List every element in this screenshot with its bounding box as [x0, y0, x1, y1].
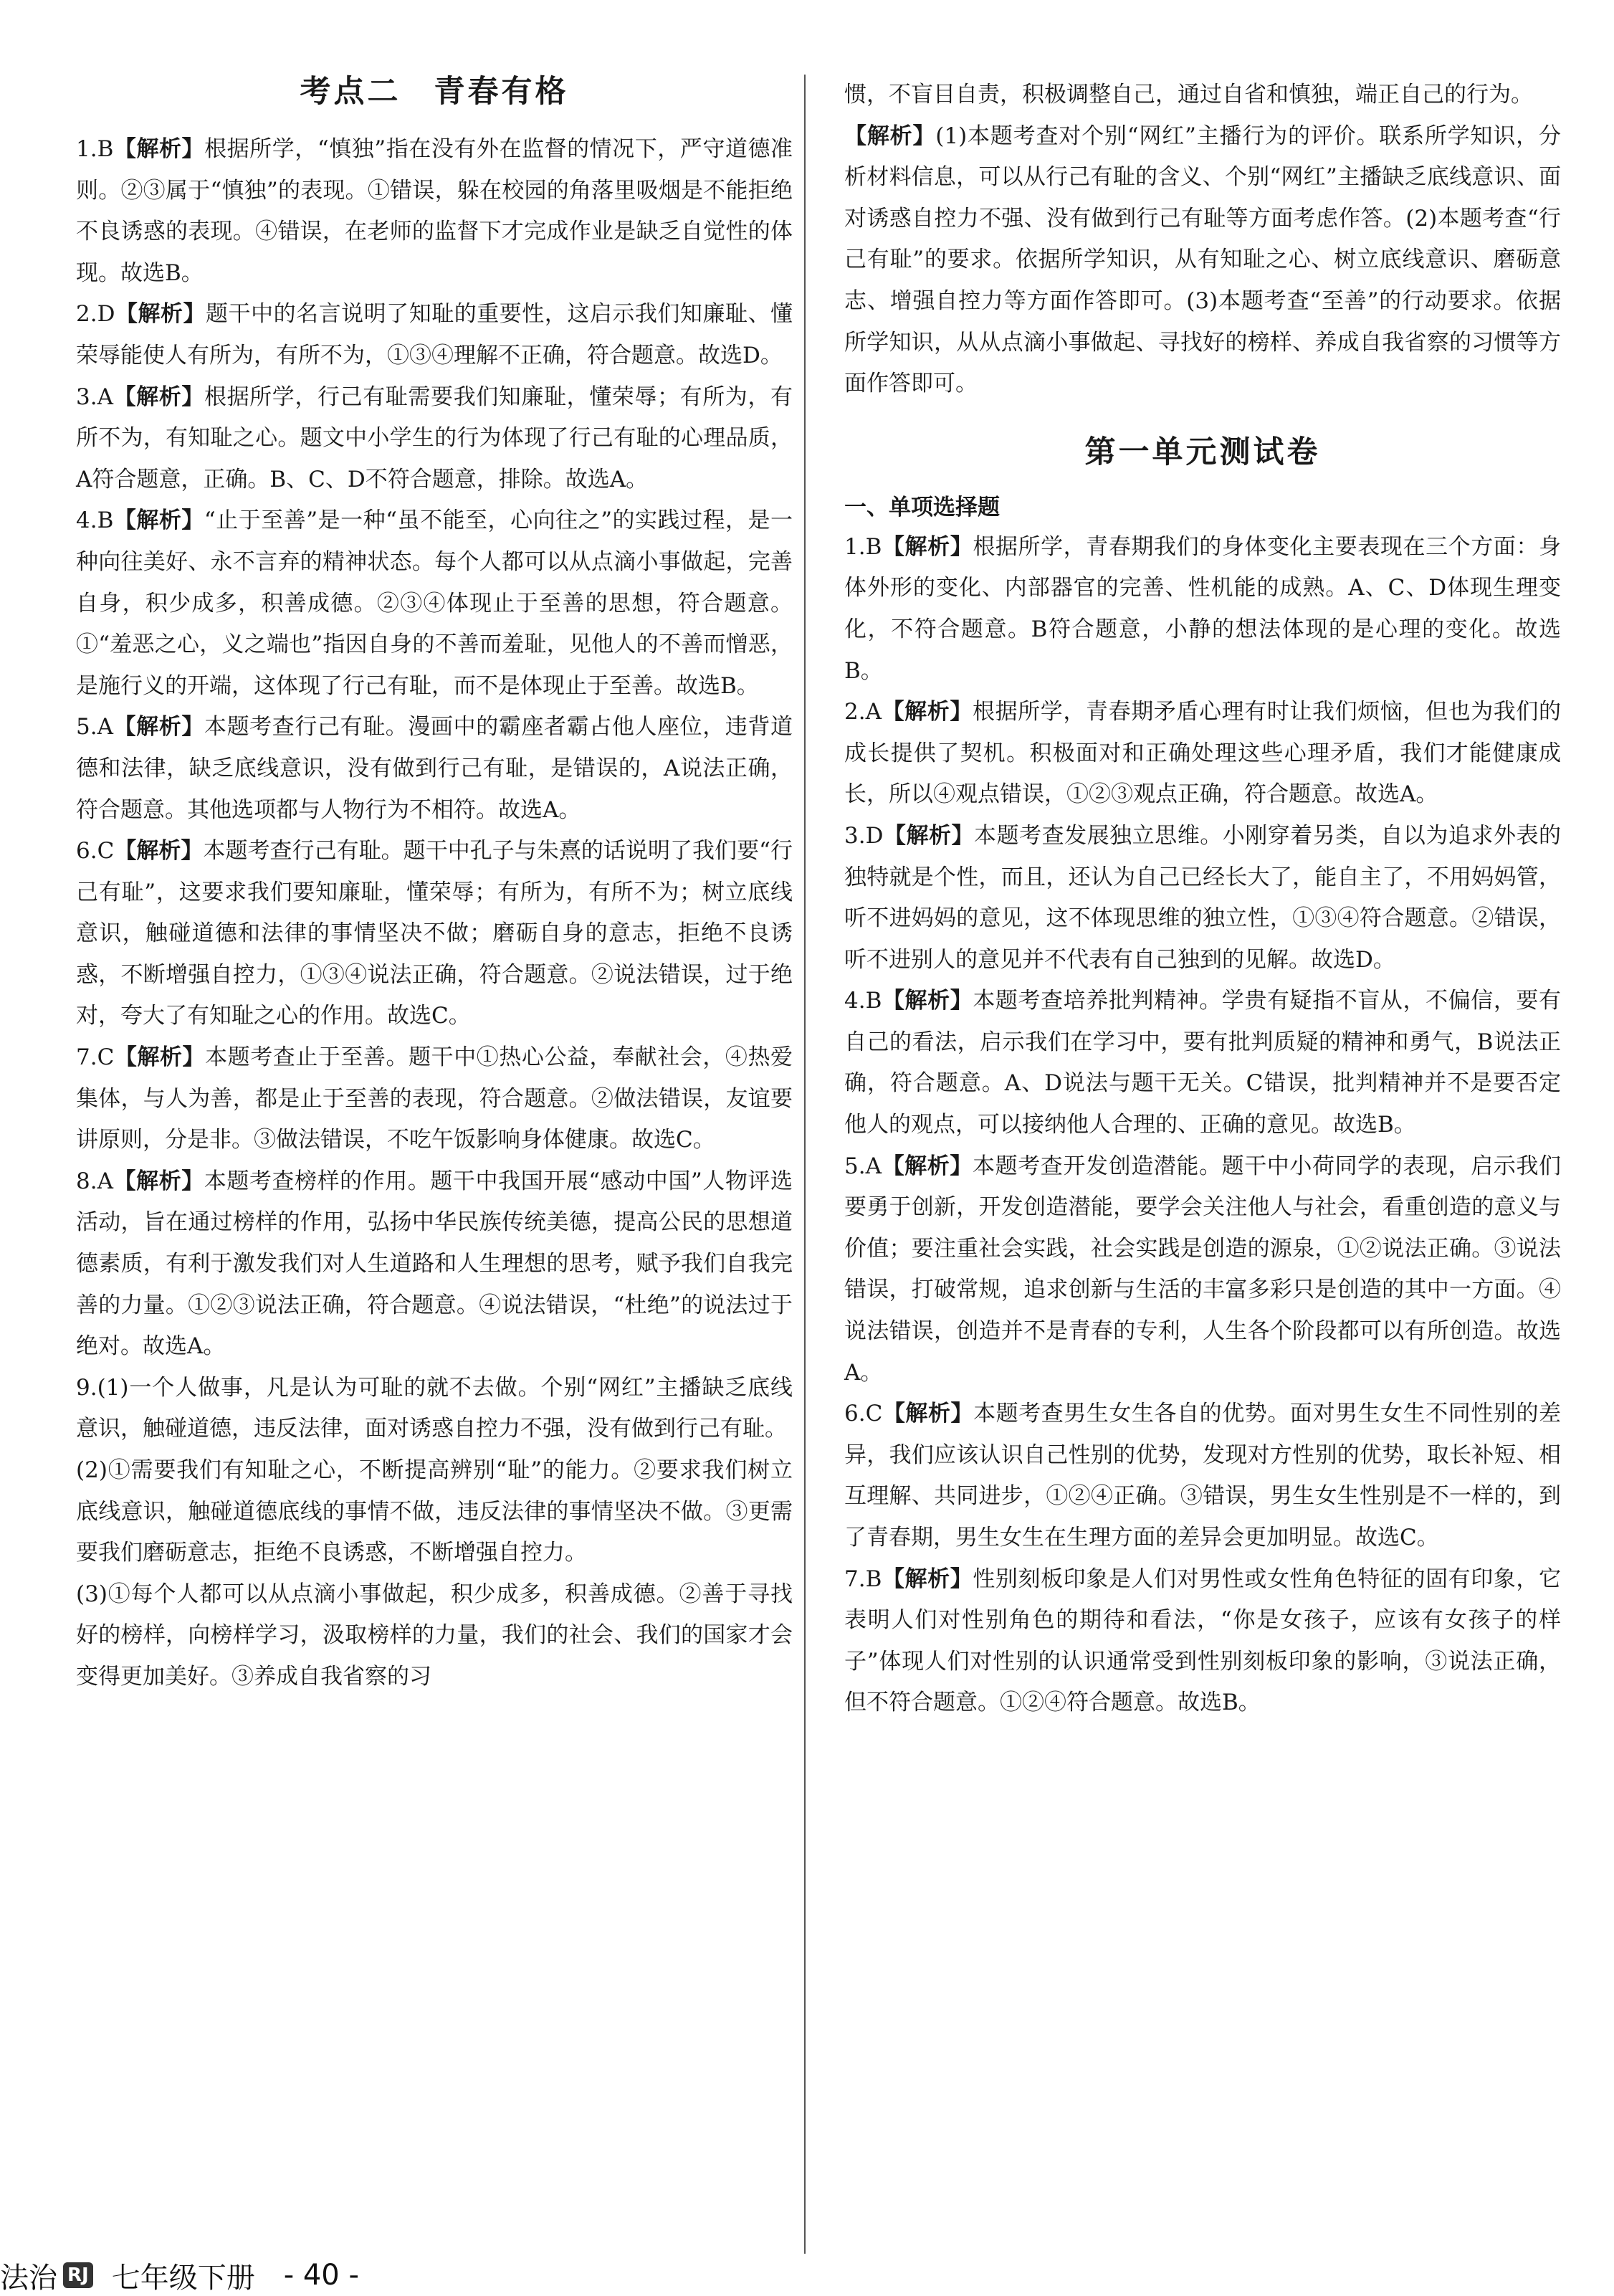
page-footer	[0, 2255, 545, 2295]
answer-item	[76, 831, 793, 1037]
section-title-kaodian	[76, 69, 793, 115]
answer-item	[844, 1559, 1561, 1724]
answer-number: 1.B	[76, 136, 114, 162]
title-part-b: 青春有格	[434, 74, 569, 110]
unit-test-title: 第一单元测试卷	[1084, 434, 1321, 470]
answer-number: 2.A	[844, 699, 882, 725]
answer-number: 6.C	[844, 1401, 883, 1427]
answer-text: 根据所学，青春期矛盾心理有时让我们烦恼，但也为我们的成长提供了契机。积极面对和正确处理这些心理矛盾，我们才能健康成长，所以④观点错误，①②③观点正确，符合题意。故选A。	[844, 699, 1562, 808]
answer-text: 本题考查行己有耻。漫画中的霸座者霸占他人座位，违背道德和法律，缺乏底线意识，没有做到行己有耻，是错误的，A说法正确，符合题意。其他选项都与人物行为不相符。故选A。	[76, 714, 793, 823]
title-part-a: 考点二	[300, 74, 401, 110]
answer-item	[844, 527, 1561, 692]
right-answer-list	[844, 527, 1561, 1724]
answer-item	[844, 1394, 1561, 1558]
answer-number: 7.B	[844, 1566, 882, 1592]
answer-text: 本题考查止于至善。题干中①热心公益，奉献社会，④热爱集体，与人为善，都是止于至善的表现，符合题意。②做法错误，友谊要讲原则，分是非。③做法错误，不吃午饭影响身体健康。故选C。	[76, 1044, 793, 1153]
answer-item	[76, 500, 793, 707]
answer-text: 本题考查行己有耻。题干中孔子与朱熹的话说明了我们要“行己有耻”，这要求我们要知廉耻，懂荣辱；有所为，有所不为；树立底线意识，触碰道德和法律的事情坚决不做；磨砺自身的意志，拒绝不良诱惑，不断增强自控力，①③④说法正确，符合题意。②说法错误，过于绝对，夸大了有知耻之心的作用。故选C。	[76, 838, 793, 1029]
left-answer-list	[76, 129, 793, 1450]
answer-item	[76, 377, 793, 501]
answer-text: 题干中的名言说明了知耻的重要性，这启示我们知廉耻、懂荣辱能使人有所为，有所不为，①③④理解不正确，符合题意。故选D。	[76, 301, 793, 368]
analysis-keyword: 【解析】	[881, 699, 973, 725]
answer-number: 7.C	[76, 1044, 115, 1071]
edition-badge: RJ	[63, 2262, 93, 2288]
answer-item	[844, 692, 1561, 816]
answer-text: 本题考查培养批判精神。学贵有疑指不盲从，不偏信，要有自己的看法，启示我们在学习中，要有批判质疑的精神和勇气，B说法正确，符合题意。A、D说法与题干无关。C错误，批判精神并不是要否定他人的观点，可以接纳他人合理的、正确的意见。故选B。	[844, 988, 1562, 1138]
answer-text: 根据所学，行己有耻需要我们知廉耻，懂荣辱；有所为，有所不为，有知耻之心。题文中小学生的行为体现了行己有耻的心理品质，A符合题意，正确。B、C、D不符合题意，排除。故选A。	[76, 384, 793, 492]
answer-item	[76, 707, 793, 831]
answer-item	[844, 981, 1561, 1145]
answer-item	[76, 1037, 793, 1161]
analysis-text: (1)本题考查对个别“网红”主播行为的评价。联系所学知识，分析材料信息，可以从行己有耻的含义、个别“网红”主播缺乏底线意识、面对诱惑自控力不强、没有做到行己有耻等方面考虑作答。(2)本题考查“行己有耻”的要求。依据所学知识，从有知耻之心、树立底线意识、磨砺意志、增强自控力等方面作答即可。(3)本题考查“至善”的行动要求。依据所学知识，从从点滴小事做起、寻找好的榜样、养成自我省察的习惯等方面作答即可。	[844, 123, 1562, 397]
answer-number: 3.D	[844, 822, 884, 849]
right-column	[844, 75, 1561, 1724]
analysis-keyword: 【解析】	[114, 1044, 206, 1071]
analysis-keyword: 【解析】	[115, 301, 206, 328]
answer-number: 1.B	[844, 533, 882, 560]
answer-number: 5.A	[76, 714, 113, 740]
q9-continuation: 惯，不盲目自责，积极调整自己，通过自省和慎独，端正自己的行为。	[844, 82, 1533, 108]
analysis-keyword: 【解析】	[882, 533, 973, 560]
column-divider	[804, 75, 806, 2254]
answer-text: (1)一个人做事，凡是认为可耻的就不去做。个别“网红”主播缺乏底线意识，触碰道德，违反法律，面对诱惑自控力不强，没有做到行己有耻。	[76, 1374, 793, 1442]
answer-number: 6.C	[76, 838, 115, 864]
answer-item	[76, 129, 793, 294]
answer-number: 4.B	[844, 988, 882, 1014]
answer-number: 3.A	[76, 384, 113, 410]
q9-part3: (3)①每个人都可以从点滴小事做起，积少成多，积善成德。②善于寻找好的榜样，向榜样学习，汲取榜样的力量，我们的社会、我们的国家才会变得更加美好。③养成自我省察的习	[76, 1581, 793, 1690]
answer-text: 本题考查开发创造潜能。题干中小荷同学的表现，启示我们要勇于创新，开发创造潜能，要学会关注他人与社会，看重创造的意义与价值；要注重社会实践，社会实践是创造的源泉，①②说法正确。③说法错误，打破常规，追求创新与生活的丰富多彩只是创造的其中一方面。④说法错误，创造并不是青春的专利，人生各个阶段都可以有所创造。故选A。	[844, 1153, 1562, 1386]
answer-text: 本题考查男生女生各自的优势。面对男生女生不同性别的差异，我们应该认识自己性别的优势，发现对方性别的优势，取长补短、相互理解、共同进步，①②④正确。③错误，男生女生性别是不一样的，到了青春期，男生女生在生理方面的差异会更加明显。故选C。	[844, 1401, 1562, 1550]
answer-text: 本题考查榜样的作用。题干中我国开展“感动中国”人物评选活动，旨在通过榜样的作用，弘扬中华民族传统美德，提高公民的思想道德素质，有利于激发我们对人生道路和人生理想的思考，赋予我们自我完善的力量。①②③说法正确，符合题意。④说法错误，“杜绝”的说法过于绝对。故选A。	[76, 1168, 793, 1360]
answer-number: 5.A	[844, 1153, 882, 1179]
q9-part2: (2)①需要我们有知耻之心，不断提高辨别“耻”的能力。②要求我们树立底线意识，触碰道德底线的事情不做，违反法律的事情坚决不做。③更需要我们磨砺意志，拒绝不良诱惑，不断增强自控力。	[76, 1457, 793, 1566]
analysis-keyword: 【解析】	[882, 1401, 974, 1427]
answer-item	[76, 294, 793, 376]
answer-text: “止于至善”是一种“虽不能至，心向往之”的实践过程，是一种向往美好、永不言弃的精神状态。每个人都可以从点滴小事做起，完善自身，积少成多，积善成德。②③④体现止于至善的思想，符合题意。①“羞恶之心，义之端也”指因自身的不善而羞耻，见他人的不善而憎恶，是施行义的开端，这体现了行己有耻，而不是体现止于至善。故选B。	[76, 508, 793, 699]
q9-analysis	[844, 116, 1561, 405]
analysis-keyword: 【解析】	[883, 822, 975, 849]
answer-item	[844, 816, 1561, 981]
answer-text: 性别刻板印象是人们对男性或女性角色特征的固有印象，它表明人们对性别角色的期待和看法，“你是女孩子，应该有女孩子的样子”体现人们对性别的认识通常受到性别刻板印象的影响，③说法正确，但不符合题意。①②④符合题意。故选B。	[844, 1566, 1562, 1716]
answer-number: 8.A	[76, 1168, 113, 1194]
analysis-keyword: 【解析】	[881, 1153, 973, 1179]
analysis-keyword: 【解析】	[882, 988, 973, 1014]
answer-item	[844, 1146, 1561, 1394]
section-subhead: 一、单项选择题	[844, 494, 1000, 520]
footer-grade: 七年级下册	[111, 2261, 255, 2295]
answer-text: 根据所学，青春期我们的身体变化主要表现在三个方面：身体外形的变化、内部器官的完善、性机能的成熟。A、C、D体现生理变化，不符合题意。B符合题意，小静的想法体现的是心理的变化。故选B。	[844, 533, 1562, 684]
answer-number: 9.	[76, 1374, 97, 1401]
page-number: - 40 -	[283, 2259, 359, 2292]
analysis-keyword: 【解析】	[844, 123, 936, 149]
footer-subject: 法治	[0, 2261, 57, 2295]
answer-item	[76, 1161, 793, 1368]
answer-number: 2.D	[76, 301, 115, 328]
analysis-keyword: 【解析】	[113, 136, 205, 162]
answer-text: 本题考查发展独立思维。小刚穿着另类，自以为追求外表的独特就是个性，而且，还认为自己已经长大了，能自主了，不用妈妈管，听不进妈妈的意见，这不体现思维的独立性，①③④符合题意。②错误，听不进别人的意见并不代表有自己独到的见解。故选D。	[844, 822, 1561, 973]
analysis-keyword: 【解析】	[113, 1168, 204, 1194]
analysis-keyword: 【解析】	[113, 508, 204, 534]
analysis-keyword: 【解析】	[113, 384, 204, 410]
answer-text: 根据所学，“慎独”指在没有外在监督的情况下，严守道德准则。②③属于“慎独”的表现。①错误，躲在校园的角落里吸烟是不能拒绝不良诱惑的表现。④错误，在老师的监督下才完成作业是缺乏自觉性的体现。故选B。	[76, 136, 793, 286]
analysis-keyword: 【解析】	[113, 714, 204, 740]
left-column	[76, 69, 793, 1698]
answer-item	[76, 1368, 793, 1450]
analysis-keyword: 【解析】	[114, 838, 204, 864]
analysis-keyword: 【解析】	[882, 1566, 973, 1592]
answer-number: 4.B	[76, 508, 114, 534]
